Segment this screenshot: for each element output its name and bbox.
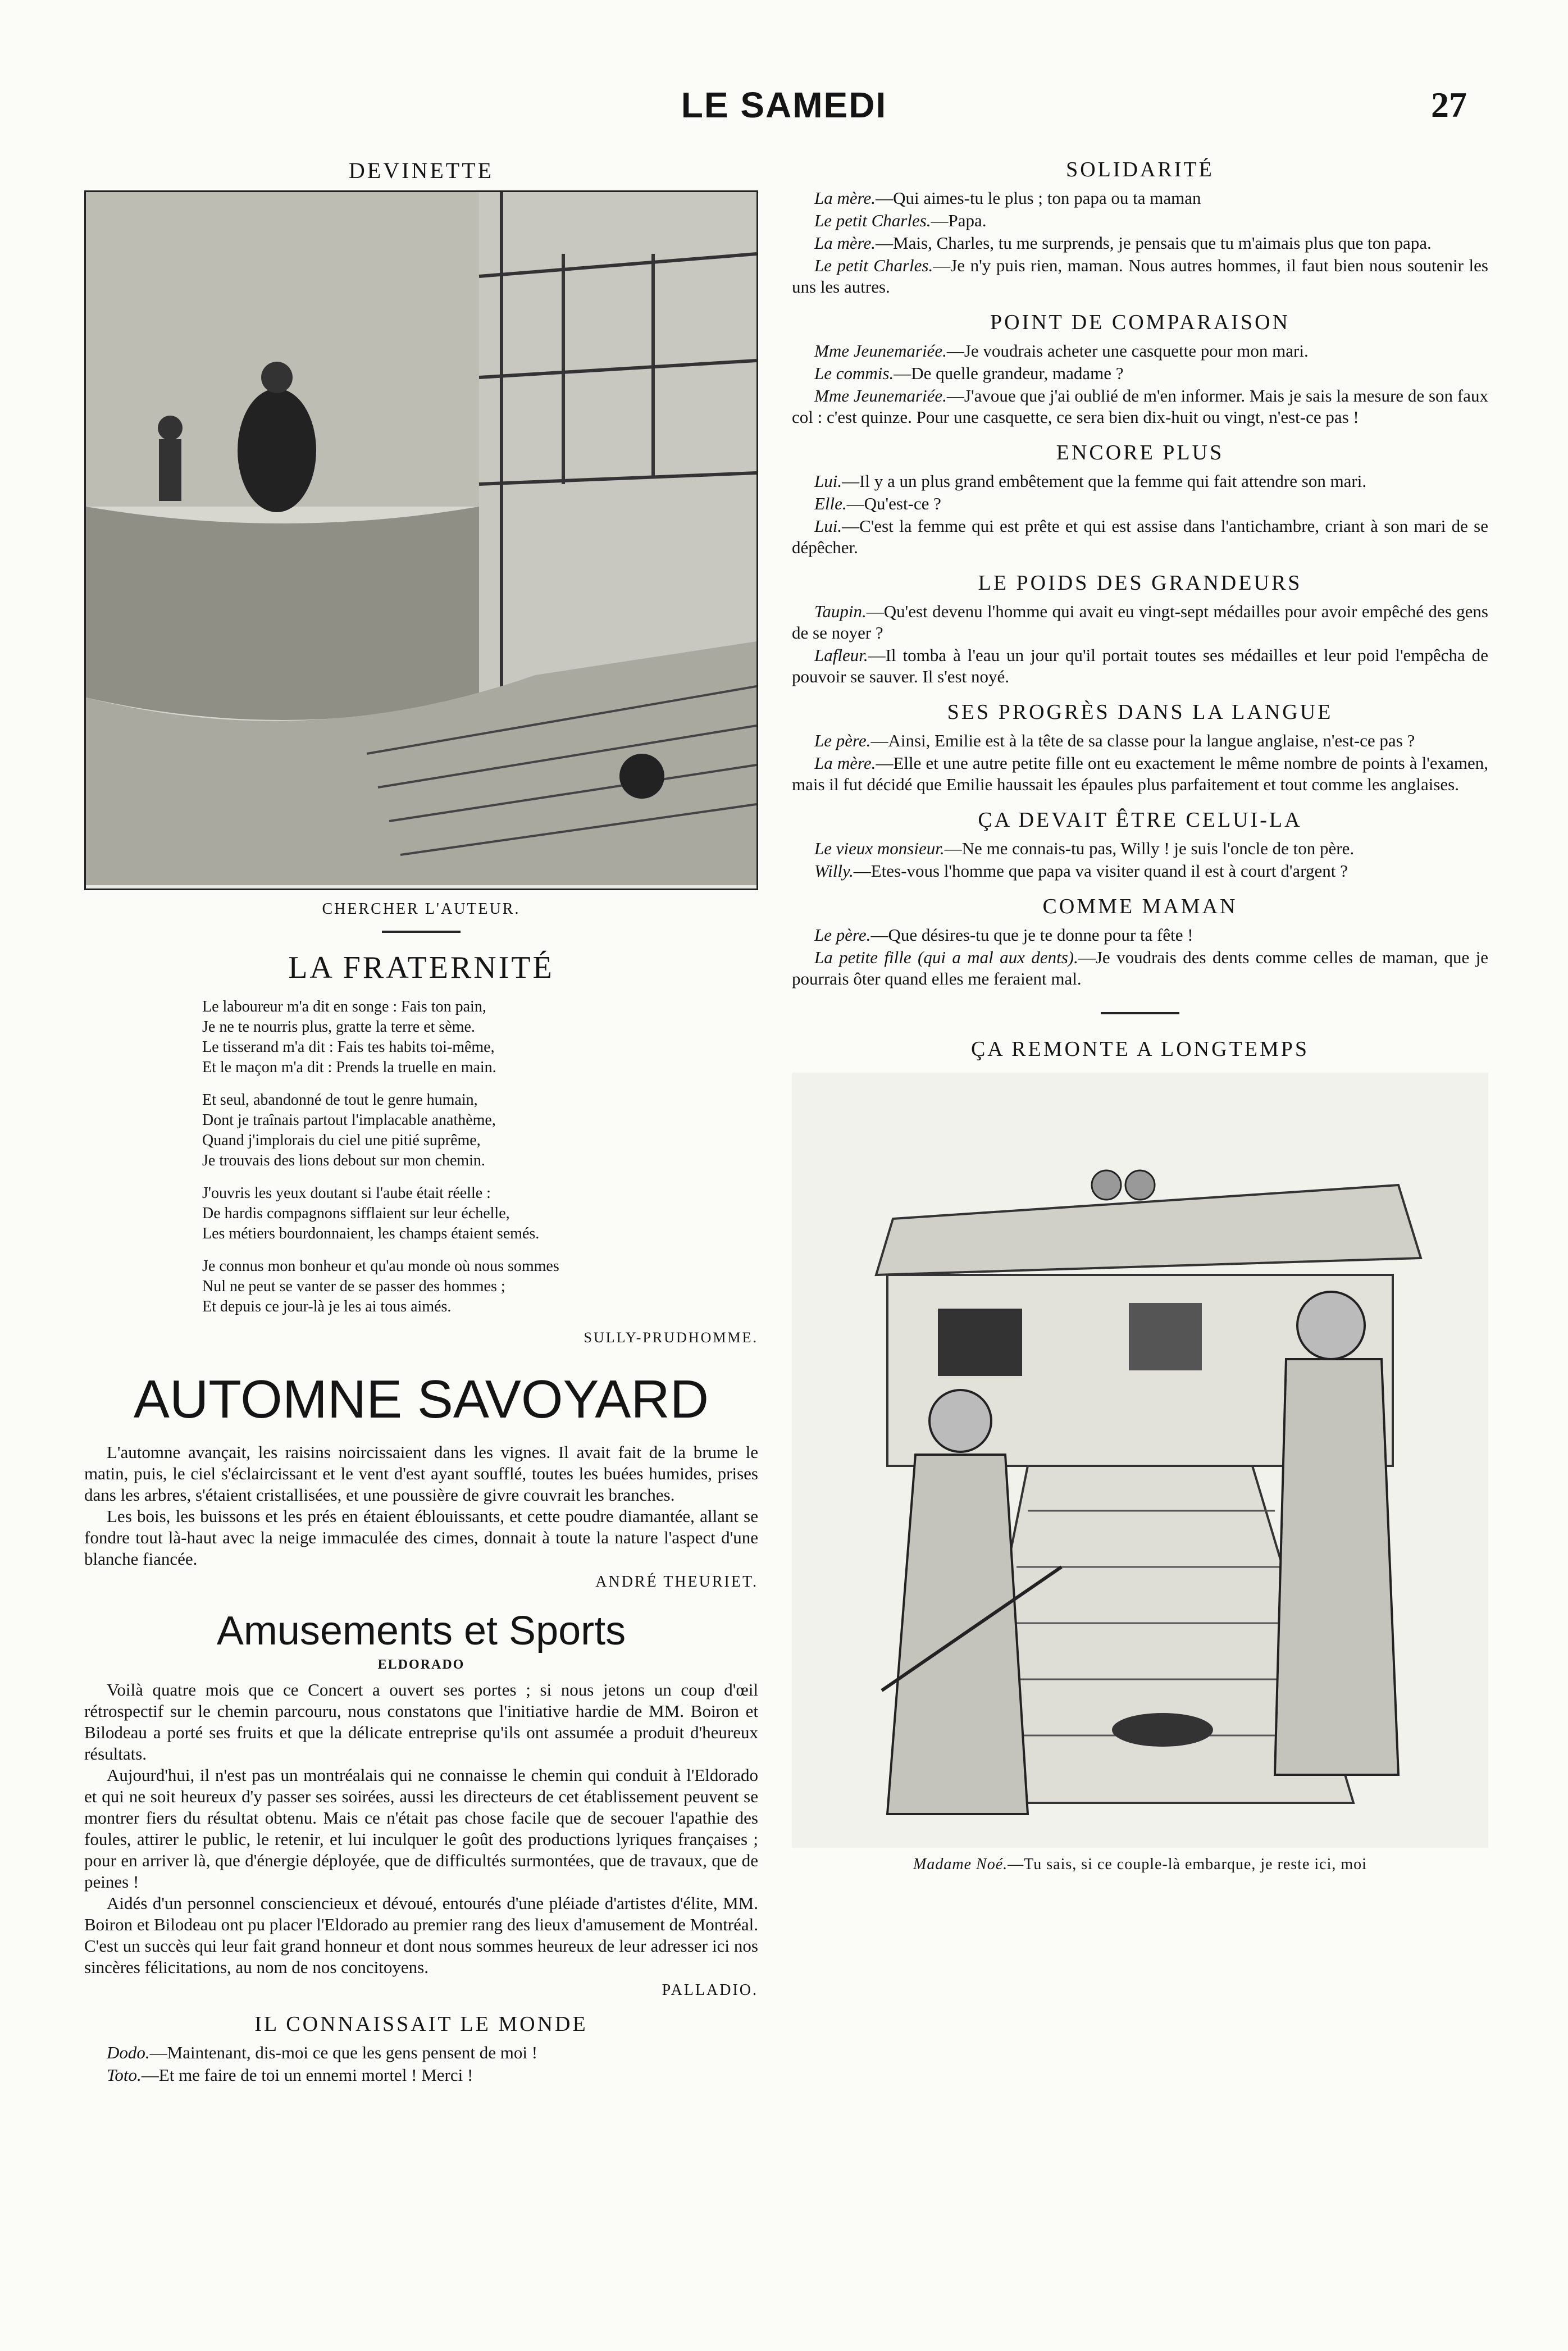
speaker: Mme Jeunemariée. <box>814 386 947 405</box>
poem-line: Quand j'implorais du ciel une pitié suprême, <box>202 1132 481 1149</box>
speaker: Mme Jeunemariée. <box>814 341 947 361</box>
dialog-line <box>792 730 1488 751</box>
speaker: Le père. <box>814 731 871 750</box>
poem-line: Les métiers bourdonnaient, les champs étaient semés. <box>202 1225 540 1242</box>
speech: —Je voudrais des dents comme celles de maman, que je pourrais ôter quand elles me feraient mal. <box>792 947 1489 988</box>
sports-text <box>84 1679 758 1978</box>
poem-stanza <box>202 1090 758 1171</box>
speaker: Toto. <box>107 2065 142 2085</box>
dialog-line <box>792 753 1488 795</box>
poem-line: Nul ne peut se vanter de se passer des hommes ; <box>202 1278 505 1295</box>
speech: —Et me faire de toi un ennemi mortel ! Merci ! <box>141 2065 473 2085</box>
sports-subtitle: ELDORADO <box>377 1657 465 1672</box>
speaker: Le petit Charles. <box>814 256 933 275</box>
speaker: Taupin. <box>814 602 867 621</box>
speaker: Le père. <box>814 925 871 945</box>
paragraph: L'automne avançait, les raisins noircissaient dans les vignes. Il avait fait de la brume le matin, puis, le ciel s'éclaircissant et le vent d'est ayant soufflé, toutes les buées humides, prises dans les arbres, s'étaient cristallisées, et une poussière de givre couvrait les branches. <box>84 1442 758 1505</box>
dialog-line <box>792 340 1488 362</box>
poem-line: Je ne te nourris plus, gratte la terre et sème. <box>202 1018 475 1036</box>
page-number: 27 <box>1431 85 1467 125</box>
dialog-line <box>792 363 1488 384</box>
poem-stanza <box>202 1183 758 1244</box>
cartoon-illustration <box>792 1073 1488 1848</box>
speech: —Qui aimes-tu le plus ; ton papa ou ta maman <box>876 188 1201 208</box>
encore-title: ENCORE PLUS <box>1056 441 1224 464</box>
dialog-line <box>792 188 1488 209</box>
cartoon-caption <box>792 1856 1488 1874</box>
speech: —Mais, Charles, tu me surprends, je pensais que tu m'aimais plus que ton papa. <box>876 233 1432 253</box>
speech: —Que désires-tu que je te donne pour ta fête ! <box>870 925 1193 945</box>
speech: —Papa. <box>931 211 987 230</box>
poem-line: Et depuis ce jour-là je les ai tous aimés. <box>202 1298 452 1315</box>
dialog-line <box>792 493 1488 514</box>
speech: —Maintenant, dis-moi ce que les gens pensent de moi ! <box>149 2043 538 2062</box>
paragraph: Voilà quatre mois que ce Concert a ouvert ses portes ; si nous jetons un coup d'œil rétrospectif sur le chemin parcouru, nous constatons que l'initiative hardie de MM. Boiron et Bilodeau a porté ses fruits et que la délicate entreprise qu'ils ont assumée a produit d'heureux résultats. <box>84 1680 758 1764</box>
speech: —C'est la femme qui est prête et qui est assise dans l'antichambre, criant à son mari de se dépêcher. <box>792 516 1488 557</box>
speech: —Ainsi, Emilie est à la tête de sa classe pour la langue anglaise, n'est-ce pas ? <box>870 731 1415 750</box>
poem-stanza <box>202 1256 758 1317</box>
noah-ark-cartoon-icon <box>792 1073 1488 1848</box>
speech: —Qu'est-ce ? <box>846 494 941 513</box>
dialog-line <box>792 210 1488 231</box>
speaker: Le commis. <box>814 363 894 383</box>
divider <box>382 931 461 933</box>
speaker: Dodo. <box>107 2043 150 2062</box>
automne-author: ANDRÉ THEURIET. <box>595 1573 758 1591</box>
progres-title: SES PROGRÈS DANS LA LANGUE <box>947 700 1333 724</box>
divider <box>1101 1012 1179 1014</box>
dialog-line <box>792 645 1488 687</box>
left-column <box>84 157 758 2087</box>
dialog-line <box>792 385 1488 428</box>
speaker: La mère. <box>814 188 876 208</box>
longtemps-title: ÇA REMONTE A LONGTEMPS <box>970 1037 1310 1061</box>
speech: —Il tomba à l'eau un jour qu'il portait toutes ses médailles et leur poid l'empêcha de pouvoir se sauver. Il s'est noyé. <box>792 645 1488 686</box>
comparaison-title: POINT DE COMPARAISON <box>990 311 1290 334</box>
dialog-line <box>792 471 1488 492</box>
poem-line: Et seul, abandonné de tout le genre humain, <box>202 1091 478 1109</box>
speaker: La petite fille (qui a mal aux dents). <box>814 947 1078 967</box>
fraternite-poem <box>202 997 758 1317</box>
celui-title: ÇA DEVAIT ÊTRE CELUI-LA <box>978 808 1302 832</box>
poem-line: Je trouvais des lions debout sur mon chemin. <box>202 1152 485 1169</box>
speech: —Je n'y puis rien, maman. Nous autres hommes, il faut bien nous soutenir les uns les autres. <box>792 256 1488 297</box>
devinette-title: DEVINETTE <box>348 158 494 183</box>
speaker: La mère. <box>814 233 876 253</box>
speaker: Le vieux monsieur. <box>814 839 945 858</box>
speech: —Elle et une autre petite fille ont eu exactement le même nombre de points à l'examen, mais il fut décidé que Emilie haussait les épaules plus parfaitement et tout comme les anglaises. <box>792 753 1489 794</box>
fraternite-title: LA FRATERNITÉ <box>288 950 554 985</box>
speech: —J'avoue que j'ai oublié de m'en informer. Mais je sais la mesure de son faux col : c'est quinze. Pour une casquette, ce sera bien dix-huit ou vingt, n'est-ce pas ! <box>792 386 1488 427</box>
page-header <box>0 84 1568 140</box>
fraternite-author: SULLY-PRUDHOMME. <box>584 1329 758 1346</box>
dialog-line <box>792 255 1488 298</box>
poem-line: Le laboureur m'a dit en songe : Fais ton pain, <box>202 998 486 1015</box>
speech: —Qu'est devenu l'homme qui avait eu vingt-sept médailles pour avoir empêché des gens de se noyer ? <box>792 602 1488 643</box>
solidarite-title: SOLIDARITÉ <box>1066 158 1214 181</box>
poem-line: Dont je traînais partout l'implacable anathème, <box>202 1111 496 1129</box>
sports-author: PALLADIO. <box>662 1981 758 1999</box>
paragraph: Aujourd'hui, il n'est pas un montréalais qui ne connaisse le chemin qui conduit à l'Eldorado et qui ne soit heureux d'y passer ses soirées, aussi les directeurs de cet établissement peuvent se montrer fiers du résultat obtenu. Mais ce n'était pas chose facile que de secouer l'apathie des foules, attirer le public, le retenir, et lui inculquer le goût des productions lyriques françaises ; pour en arriver là, que d'énergie déployée, que de difficultés surmontées, que de travaux, que de peines ! <box>84 1765 758 1892</box>
speaker: Madame Noé. <box>913 1856 1008 1873</box>
automne-title: AUTOMNE SAVOYARD <box>133 1369 709 1429</box>
poem-line: Je connus mon bonheur et qu'au monde où nous sommes <box>202 1257 559 1275</box>
dialog-line <box>792 947 1488 990</box>
speaker: La mère. <box>814 753 876 773</box>
speaker: Willy. <box>814 861 854 881</box>
monde-title: IL CONNAISSAIT LE MONDE <box>254 2012 588 2036</box>
speech: —Etes-vous l'homme que papa va visiter quand il est à court d'argent ? <box>853 861 1348 881</box>
paragraph: Aidés d'un personnel consciencieux et dévoué, entourés d'une pléiade d'artistes d'élite, MM. Boiron et Bilodeau ont pu placer l'Eldorado au premier rang des lieux d'amusement de Montréal. C'est un succès qui leur fait grand honneur et dont nous sommes heureux de leur adresser ici nos sincères félicitations, au nom de nos concitoyens. <box>84 1893 759 1977</box>
masthead-title: LE SAMEDI <box>681 85 887 125</box>
dialog-line <box>792 233 1488 254</box>
poem-line: De hardis compagnons sifflaient sur leur échelle, <box>202 1205 510 1222</box>
speech: —Ne me connais-tu pas, Willy ! je suis l'oncle de ton père. <box>944 839 1355 858</box>
sports-title: Amusements et Sports <box>216 1609 626 1653</box>
dialog-line <box>792 860 1488 882</box>
poem-line: Le tisserand m'a dit : Fais tes habits toi-même, <box>202 1038 495 1056</box>
speech: —Tu sais, si ce couple-là embarque, je reste ici, moi <box>1008 1856 1367 1873</box>
dialog-line <box>792 516 1488 558</box>
poem-stanza <box>202 997 758 1078</box>
paragraph: Les bois, les buissons et les prés en étaient éblouissants, et cette poudre diamantée, allant se fondre tout là-haut avec la neige immaculée des cimes, donnait à toute la nature l'aspect d'une blanche fiancée. <box>84 1506 758 1569</box>
right-column <box>792 157 1488 1884</box>
theatre-engraving-icon <box>86 192 756 885</box>
dialog-line <box>792 924 1488 946</box>
speech: —Je voudrais acheter une casquette pour mon mari. <box>946 341 1309 361</box>
speaker: Lui. <box>814 516 842 536</box>
speaker: Le petit Charles. <box>814 211 931 230</box>
speaker: Elle. <box>814 494 847 513</box>
poem-line: J'ouvris les yeux doutant si l'aube était réelle : <box>202 1184 491 1202</box>
poids-title: LE POIDS DES GRANDEURS <box>978 571 1302 595</box>
dialog-line <box>84 2065 758 2086</box>
maman-title: COMME MAMAN <box>1042 895 1238 918</box>
speech: —De quelle grandeur, madame ? <box>894 363 1124 383</box>
poem-line: Et le maçon m'a dit : Prends la truelle en main. <box>202 1059 496 1076</box>
dialog-line <box>792 838 1488 859</box>
speech: —Il y a un plus grand embêtement que la femme qui fait attendre son mari. <box>842 471 1367 491</box>
automne-text <box>84 1442 758 1570</box>
dialog-line <box>84 2042 758 2063</box>
devinette-caption: CHERCHER L'AUTEUR. <box>322 900 521 918</box>
speaker: Lafleur. <box>814 645 868 665</box>
dialog-line <box>792 601 1488 644</box>
theatre-illustration <box>84 190 758 890</box>
speaker: Lui. <box>814 471 842 491</box>
